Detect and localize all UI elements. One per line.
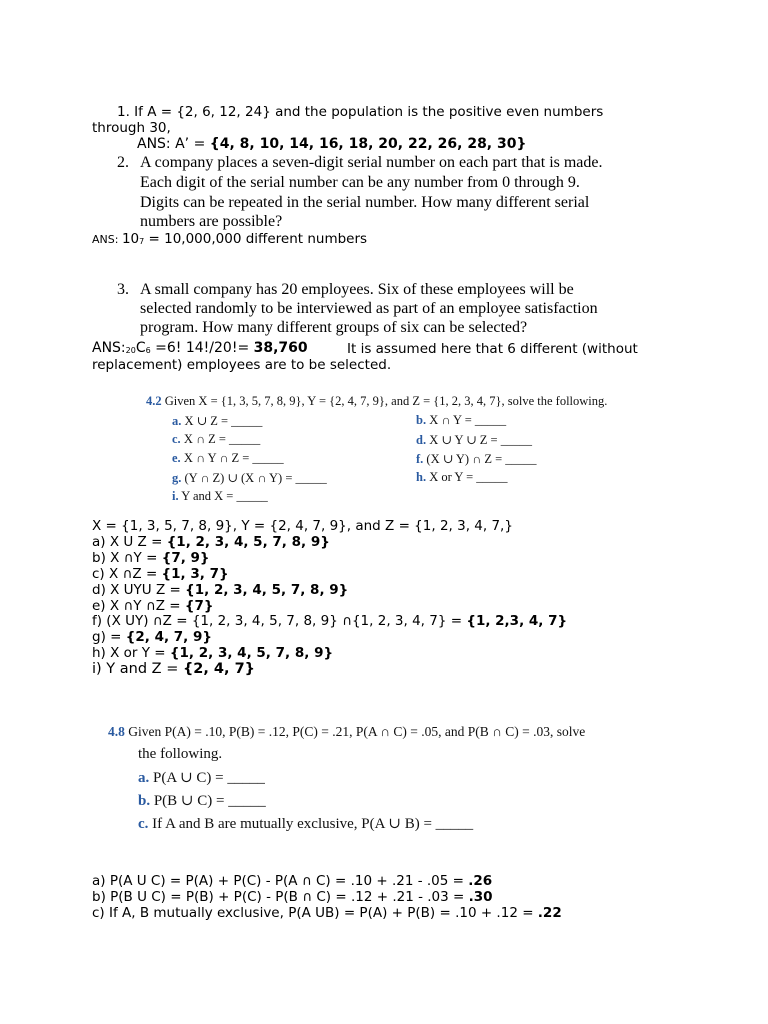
- answer-line: c) X ∩Z = {1, 3, 7}: [92, 566, 229, 582]
- q3-answer-k: 6: [145, 346, 151, 355]
- q1-line1: 1. If A = {2, 6, 12, 24} and the population is the positive even numbers: [117, 104, 604, 120]
- exercise-4-8-number: 4.8: [108, 724, 125, 739]
- answer-line: h) X or Y = {1, 2, 3, 4, 5, 7, 8, 9}: [92, 645, 334, 661]
- q2-line: numbers are possible?: [140, 213, 283, 230]
- exercise-4-8-item-c: c. If A and B are mutually exclusive, P(A ∪ B) = _____: [138, 816, 474, 832]
- q3-number: 3.: [117, 281, 129, 298]
- exercise-4-2-item-i: i. Y and X = _____: [172, 489, 268, 503]
- answer-line: b) P(B U C) = P(B) + P(C) - P(B ∩ C) = .12 + .21 - .03 = .30: [92, 889, 493, 905]
- q3-line: A small company has 20 employees. Six of these employees will be: [140, 281, 574, 298]
- q2-answer: [92, 231, 367, 250]
- exercise-4-8-item-a: a. P(A ∪ C) = _____: [138, 770, 265, 786]
- q3-line: program. How many different groups of six can be selected?: [140, 319, 528, 336]
- exercise-4-2-item-b: b. X ∩ Y = _____: [416, 413, 507, 427]
- q2-answer-base: 10: [121, 231, 140, 247]
- q3-note: It is assumed here that 6 different (without: [347, 341, 638, 357]
- q2-line: A company places a seven-digit serial number on each part that is made.: [140, 154, 603, 171]
- answer-line: a) P(A U C) = P(A) + P(C) - P(A ∩ C) = .10 + .21 - .05 = .26: [92, 873, 493, 889]
- exercise-4-2-header: [146, 394, 607, 409]
- q3-answer-label: ANS:: [92, 340, 126, 356]
- q3-answer-value: 38,760: [253, 340, 308, 356]
- q2-answer-exponent: 7: [139, 237, 145, 246]
- exercise-4-2-item-a: a. X ∪ Z = _____: [172, 414, 263, 428]
- q1-answer: [137, 136, 526, 152]
- exercise-4-2-item-c: c. X ∩ Z = _____: [172, 432, 261, 446]
- exercise-4-8-header: [108, 724, 585, 740]
- exercise-4-2-item-g: g. (Y ∩ Z) ∪ (X ∩ Y) = _____: [172, 471, 327, 485]
- exercise-4-2-item-f: f. (X ∪ Y) ∩ Z = _____: [416, 452, 537, 466]
- answer-line: c) If A, B mutually exclusive, P(A UB) = P(A) + P(B) = .10 + .12 = .22: [92, 905, 562, 921]
- q2-line: Each digit of the serial number can be any number from 0 through 9.: [140, 174, 580, 191]
- q1-answer-prefix: ANS: A’ =: [137, 136, 210, 152]
- exercise-4-2-item-h: h. X or Y = _____: [416, 470, 508, 484]
- exercise-4-8-prompt: Given P(A) = .10, P(B) = .12, P(C) = .21, P(A ∩ C) = .05, and P(B ∩ C) = .03, solve: [128, 724, 586, 739]
- q3-answer-c: C: [135, 340, 146, 356]
- answer-line: f) (X UY) ∩Z = {1, 2, 3, 4, 5, 7, 8, 9} ∩{1, 2, 3, 4, 7} = {1, 2,3, 4, 7}: [92, 613, 568, 629]
- q1-answer-value: {4, 8, 10, 14, 16, 18, 20, 22, 26, 28, 30}: [209, 136, 527, 152]
- q1-line2: through 30,: [92, 120, 171, 136]
- answer-line: b) X ∩Y = {7, 9}: [92, 550, 210, 566]
- answer-line: g) = {2, 4, 7, 9}: [92, 629, 213, 645]
- q2-number: 2.: [117, 154, 129, 171]
- q3-answer-n: 20: [125, 346, 136, 355]
- answers-4-2-intro: X = {1, 3, 5, 7, 8, 9}, Y = {2, 4, 7, 9}, and Z = {1, 2, 3, 4, 7,}: [92, 518, 513, 534]
- q2-answer-label: ANS:: [92, 233, 122, 246]
- exercise-4-2-prompt: Given X = {1, 3, 5, 7, 8, 9}, Y = {2, 4, 7, 9}, and Z = {1, 2, 3, 4, 7}, solve the following.: [164, 394, 608, 408]
- exercise-4-8-item-b: b. P(B ∪ C) = _____: [138, 793, 266, 809]
- q2-answer-rest: = 10,000,000 different numbers: [144, 231, 368, 247]
- exercise-4-2-item-e: e. X ∩ Y ∩ Z = _____: [172, 451, 284, 465]
- answer-line: d) X UYU Z = {1, 2, 3, 4, 5, 7, 8, 9}: [92, 582, 349, 598]
- q2-line: Digits can be repeated in the serial number. How many different serial: [140, 194, 590, 211]
- exercise-4-2-number: 4.2: [146, 394, 162, 408]
- q3-note-line2: replacement) employees are to be selected.: [92, 357, 392, 373]
- exercise-4-2-item-d: d. X ∪ Y ∪ Z = _____: [416, 433, 532, 447]
- q3-line: selected randomly to be interviewed as part of an employee satisfaction: [140, 300, 598, 317]
- answer-line: i) Y and Z = {2, 4, 7}: [92, 661, 255, 677]
- answer-line: e) X ∩Y ∩Z = {7}: [92, 598, 214, 614]
- answer-line: a) X U Z = {1, 2, 3, 4, 5, 7, 8, 9}: [92, 534, 330, 550]
- exercise-4-8-header-line2: the following.: [138, 746, 223, 762]
- q3-answer-mid: =6! 14!/20!=: [150, 340, 254, 356]
